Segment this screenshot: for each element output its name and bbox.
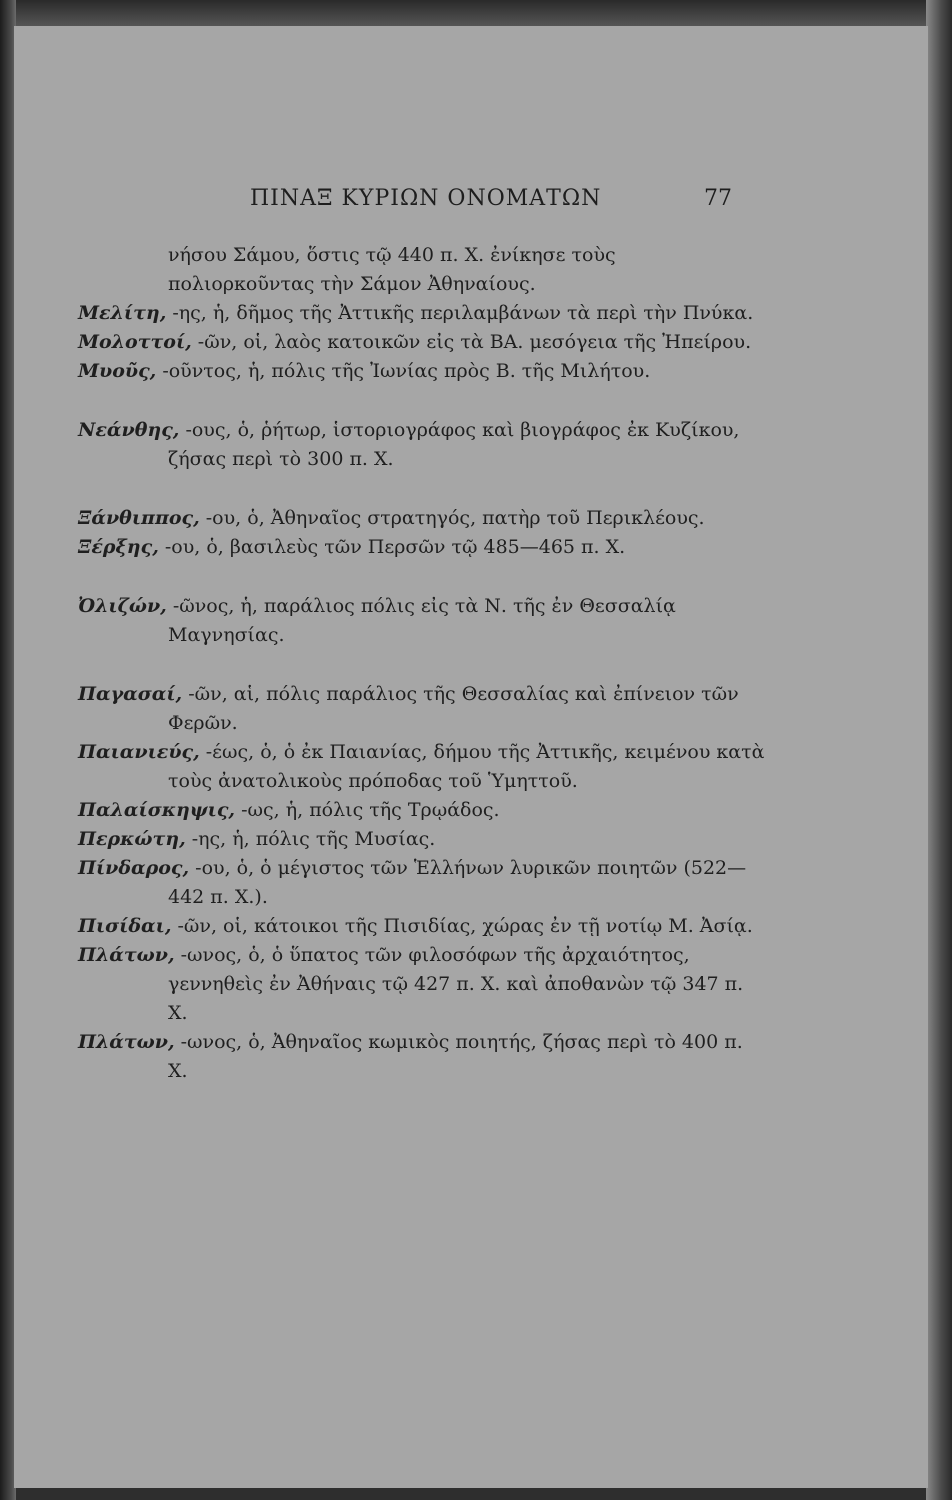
index-entry	[78, 825, 768, 854]
index-entry	[78, 941, 768, 1028]
page-title: ΠΙΝΑΞ ΚΥΡΙΩΝ ΟΝΟΜΑΤΩΝ	[250, 186, 602, 211]
entry-text: -ῶνος, ἡ, παράλιος πόλις εἰς τὰ Ν. τῆς ἐν Θεσσαλίᾳ Μαγνησίας.	[168, 595, 676, 646]
entry-text: -ωνος, ὁ, ὁ ὕπατος τῶν φιλοσόφων τῆς ἀρχαιότητος, γεννηθεὶς ἐν Ἀθήναις τῷ 427 π. Χ. καὶ ἀποθανὼν τῷ 347 π. Χ.	[168, 944, 744, 1024]
entry-headword: Μολοττοί,	[78, 331, 192, 353]
entry-text: -ους, ὁ, ῥήτωρ, ἱστοριογράφος καὶ βιογράφος ἐκ Κυζίκου, ζήσας περὶ τὸ 300 π. Χ.	[168, 419, 740, 470]
page-right-shadow	[926, 0, 952, 1500]
index-entry	[78, 533, 768, 562]
index-entry	[78, 416, 768, 474]
entry-headword: Πλάτων,	[78, 1031, 175, 1053]
entry-text: νήσου Σάμου, ὅστις τῷ 440 π. Χ. ἐνίκησε τοὺς πολιορκοῦντας τὴν Σάμον Ἀθηναίους.	[168, 244, 616, 295]
index-entry	[78, 854, 768, 912]
index-entry	[78, 592, 768, 650]
entry-text: -ῶν, αἱ, πόλις παράλιος τῆς Θεσσαλίας καὶ ἐπίνειον τῶν Φερῶν.	[168, 683, 739, 734]
entry-text: -ωνος, ὁ, Ἀθηναῖος κωμικὸς ποιητής, ζήσας περὶ τὸ 400 π. Χ.	[168, 1031, 743, 1082]
entry-text: -ης, ἡ, πόλις τῆς Μυσίας.	[191, 828, 436, 850]
entry-text: -οῦντος, ἡ, πόλις τῆς Ἰωνίας πρὸς Β. τῆς Μιλήτου.	[162, 360, 651, 382]
page-number: 77	[704, 186, 732, 211]
entry-headword: Πίνδαρος,	[78, 857, 190, 879]
entry-text: -ῶν, οἱ, κάτοικοι τῆς Πισιδίας, χώρας ἐν τῇ νοτίῳ Μ. Ἀσίᾳ.	[177, 915, 753, 937]
entry-text: -ου, ὁ, Ἀθηναῖος στρατηγός, πατὴρ τοῦ Περικλέους.	[205, 507, 705, 529]
entry-headword: Μυοῦς,	[78, 360, 157, 382]
entry-headword: Παγασαί,	[78, 683, 183, 705]
running-header	[14, 186, 928, 226]
index-entry	[78, 796, 768, 825]
index-entry	[78, 1028, 768, 1086]
page-top-shadow	[0, 0, 952, 26]
entry-headword: Περκώτη,	[78, 828, 186, 850]
entry-headword: Ὀλιζών,	[78, 595, 167, 617]
entry-text: -ως, ἡ, πόλις τῆς Τρῳάδος.	[241, 799, 500, 821]
entry-text: -έως, ὁ, ὁ ἐκ Παιανίας, δήμου τῆς Ἀττικῆς, κειμένου κατὰ τοὺς ἀνατολικοὺς πρόποδας τοῦ Ὑμηττοῦ.	[168, 741, 765, 792]
index-entry	[78, 680, 768, 738]
index-entry	[78, 328, 768, 357]
entry-headword: Παιανιεύς,	[78, 741, 200, 763]
entry-headword: Μελίτη,	[78, 302, 167, 324]
entry-headword: Πλάτων,	[78, 944, 175, 966]
index-entry	[78, 738, 768, 796]
index-entries	[78, 241, 768, 1086]
entry-text: -ου, ὁ, βασιλεὺς τῶν Περσῶν τῷ 485—465 π. Χ.	[164, 536, 626, 558]
index-entry	[78, 241, 768, 299]
entry-text: -ῶν, οἱ, λαὸς κατοικῶν εἰς τὰ ΒΑ. μεσόγεια τῆς Ἠπείρου.	[197, 331, 752, 353]
index-entry	[78, 357, 768, 386]
index-entry	[78, 299, 768, 328]
book-page	[14, 26, 928, 1488]
index-entry	[78, 504, 768, 533]
index-entry	[78, 912, 768, 941]
entry-headword: Πισίδαι,	[78, 915, 172, 937]
entry-headword: Παλαίσκηψις,	[78, 799, 236, 821]
entry-headword: Ξάνθιππος,	[78, 507, 200, 529]
entry-text: -ου, ὁ, ὁ μέγιστος τῶν Ἑλλήνων λυρικῶν ποιητῶν (522—442 π. Χ.).	[168, 857, 747, 908]
entry-headword: Νεάνθης,	[78, 419, 180, 441]
entry-text: -ης, ἡ, δῆμος τῆς Ἀττικῆς περιλαμβάνων τὰ περὶ τὴν Πνύκα.	[172, 302, 754, 324]
entry-headword: Ξέρξης,	[78, 536, 159, 558]
